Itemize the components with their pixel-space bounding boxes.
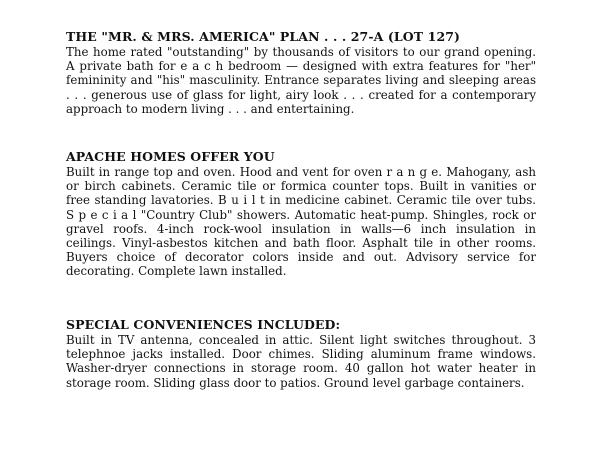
conveniences-heading: SPECIAL CONVENIENCES INCLUDED: xyxy=(66,317,341,332)
conveniences-list: Built in TV antenna, concealed in attic. Silent light switches throughout. 3 telephnoe jacks installed. Door chimes. Sliding aluminum frame windows. Washer-dryer connections in storage room. 40 gallon hot water heater in storage room. Sliding glass door to patios. Ground level garbage containers. xyxy=(66,333,536,390)
conveniences-section xyxy=(66,316,536,390)
features-heading: APACHE HOMES OFFER YOU xyxy=(66,149,275,164)
plan-heading: THE "MR. & MRS. AMERICA" PLAN . . . 27-A (LOT 127) xyxy=(66,29,461,44)
features-list: Built in range top and oven. Hood and vent for oven r a n g e. Mahogany, ash or birch cabinets. Ceramic tile or formica counter tops. Built in vanities or free standing lavatories. B u i l t in medicine cabinet. Ceramic tile over tubs. S p e c i a l "Country Club" showers. Automatic heat-pump. Shingles, rock or gravel roofs. 4-inch rock-wool insulation in walls—6 inch insulation in ceilings. Vinyl-asbestos kitchen and bath floor. Asphalt tile in other rooms. Buyers choice of decorator colors inside and out. Advisory service for decorating. Complete lawn installed. xyxy=(66,165,536,279)
plan-description: The home rated "outstanding" by thousands of visitors to our grand opening. A private bath for e a c h bedroom — designed with extra features for "her" femininity and "his" masculinity. Entrance separates living and sleeping areas . . . generous use of glass for light, airy look . . . created for a contemporary approach to modern living . . . and entertaining. xyxy=(66,45,536,116)
plan-section xyxy=(66,28,536,116)
features-section xyxy=(66,148,536,279)
